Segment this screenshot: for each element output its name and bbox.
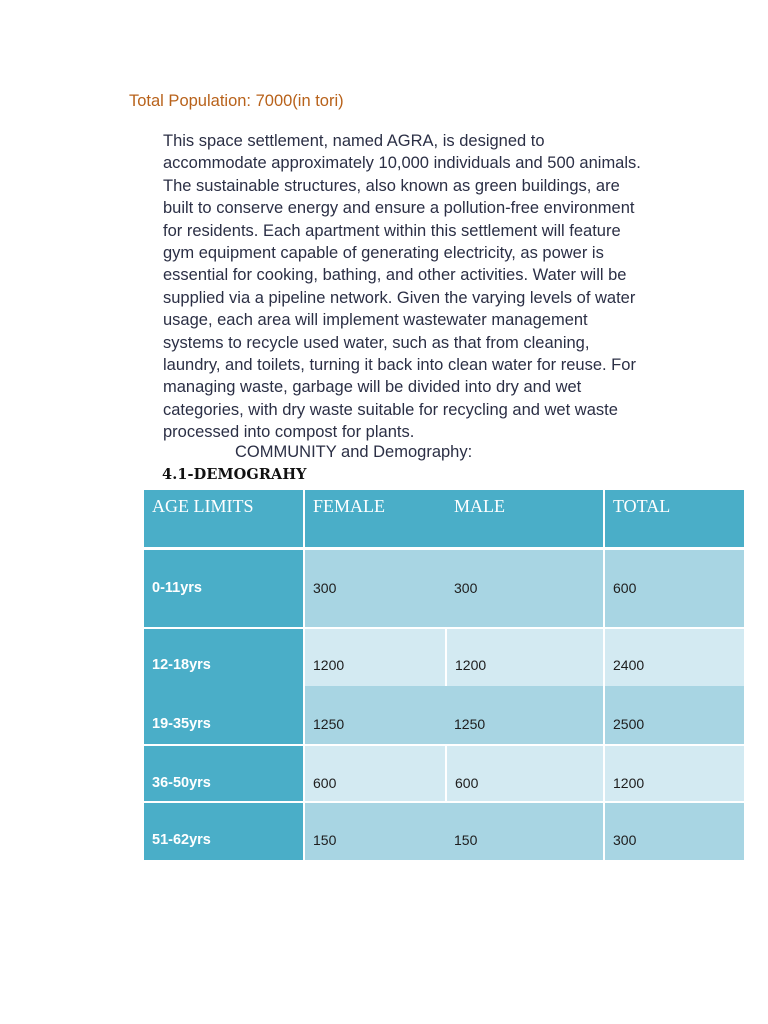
total-value: 1200 bbox=[613, 775, 645, 791]
description-line: The sustainable structures, also known as green buildings, are bbox=[163, 176, 620, 195]
female-value: 600 bbox=[313, 775, 337, 791]
table-header-cell bbox=[605, 490, 744, 547]
male-value: 1250 bbox=[454, 716, 486, 732]
table-cell bbox=[605, 629, 744, 686]
description-line: managing waste, garbage will be divided into dry and wet bbox=[163, 378, 582, 397]
female-value: 300 bbox=[313, 580, 337, 596]
table-cell bbox=[605, 803, 744, 860]
total-population-line: Total Population: 7000(in tori) bbox=[129, 92, 344, 110]
female-value: 1250 bbox=[313, 716, 345, 732]
table-cell bbox=[305, 550, 603, 627]
header-total: TOTAL bbox=[613, 496, 671, 516]
description-line: laundry, and toilets, turning it back into clean water for reuse. For bbox=[163, 356, 636, 375]
header-female: FEMALE bbox=[313, 496, 385, 516]
total-value: 2400 bbox=[613, 657, 645, 673]
table-row-label bbox=[144, 746, 303, 801]
table-cell bbox=[305, 629, 445, 686]
total-value: 2500 bbox=[613, 716, 645, 732]
description-line: usage, each area will implement wastewater management bbox=[163, 311, 588, 330]
total-value: 600 bbox=[613, 580, 637, 596]
age-label: 51-62yrs bbox=[152, 832, 211, 848]
table-cell bbox=[305, 686, 603, 744]
table-row-label bbox=[144, 550, 303, 627]
table-cell bbox=[447, 746, 603, 801]
demography-table bbox=[144, 490, 744, 861]
description-line: accommodate approximately 10,000 individuals and 500 animals. bbox=[163, 154, 641, 173]
description-line: This space settlement, named AGRA, is designed to bbox=[163, 132, 545, 150]
header-age-limits: AGE LIMITS bbox=[152, 496, 254, 516]
settlement-description bbox=[163, 130, 683, 444]
age-label: 19-35yrs bbox=[152, 716, 211, 732]
age-label: 36-50yrs bbox=[152, 775, 211, 791]
male-value: 1200 bbox=[455, 657, 487, 673]
female-value: 1200 bbox=[313, 657, 345, 673]
table-cell bbox=[605, 686, 744, 744]
table-cell bbox=[447, 629, 603, 686]
total-value: 300 bbox=[613, 832, 637, 848]
description-line: processed into compost for plants. bbox=[163, 423, 415, 442]
description-line: built to conserve energy and ensure a pollution-free environment bbox=[163, 199, 635, 218]
description-line: gym equipment capable of generating electricity, as power is bbox=[163, 244, 604, 263]
male-value: 150 bbox=[454, 832, 478, 848]
male-value: 600 bbox=[455, 775, 479, 791]
table-cell bbox=[605, 550, 744, 627]
age-label: 0-11yrs bbox=[152, 580, 202, 596]
table-header-cell bbox=[144, 490, 303, 547]
description-line: systems to recycle used water, such as that from cleaning, bbox=[163, 333, 590, 352]
section-heading: 4.1-DEMOGRAHY bbox=[162, 466, 307, 483]
table-header-cell bbox=[305, 490, 603, 547]
description-line: categories, with dry waste suitable for recycling and wet waste bbox=[163, 400, 618, 419]
male-value: 300 bbox=[454, 580, 478, 596]
community-heading: COMMUNITY and Demography: bbox=[235, 443, 473, 461]
age-label: 12-18yrs bbox=[152, 657, 211, 673]
table-cell bbox=[605, 746, 744, 801]
description-line: supplied via a pipeline network. Given the varying levels of water bbox=[163, 288, 636, 307]
description-line: essential for cooking, bathing, and other activities. Water will be bbox=[163, 266, 627, 285]
header-male: MALE bbox=[454, 496, 505, 516]
table-row-label bbox=[144, 629, 303, 744]
table-row-label bbox=[144, 803, 303, 860]
table-cell bbox=[305, 746, 445, 801]
description-line: for residents. Each apartment within this settlement will feature bbox=[163, 221, 621, 240]
table-cell bbox=[305, 803, 603, 860]
female-value: 150 bbox=[313, 832, 337, 848]
